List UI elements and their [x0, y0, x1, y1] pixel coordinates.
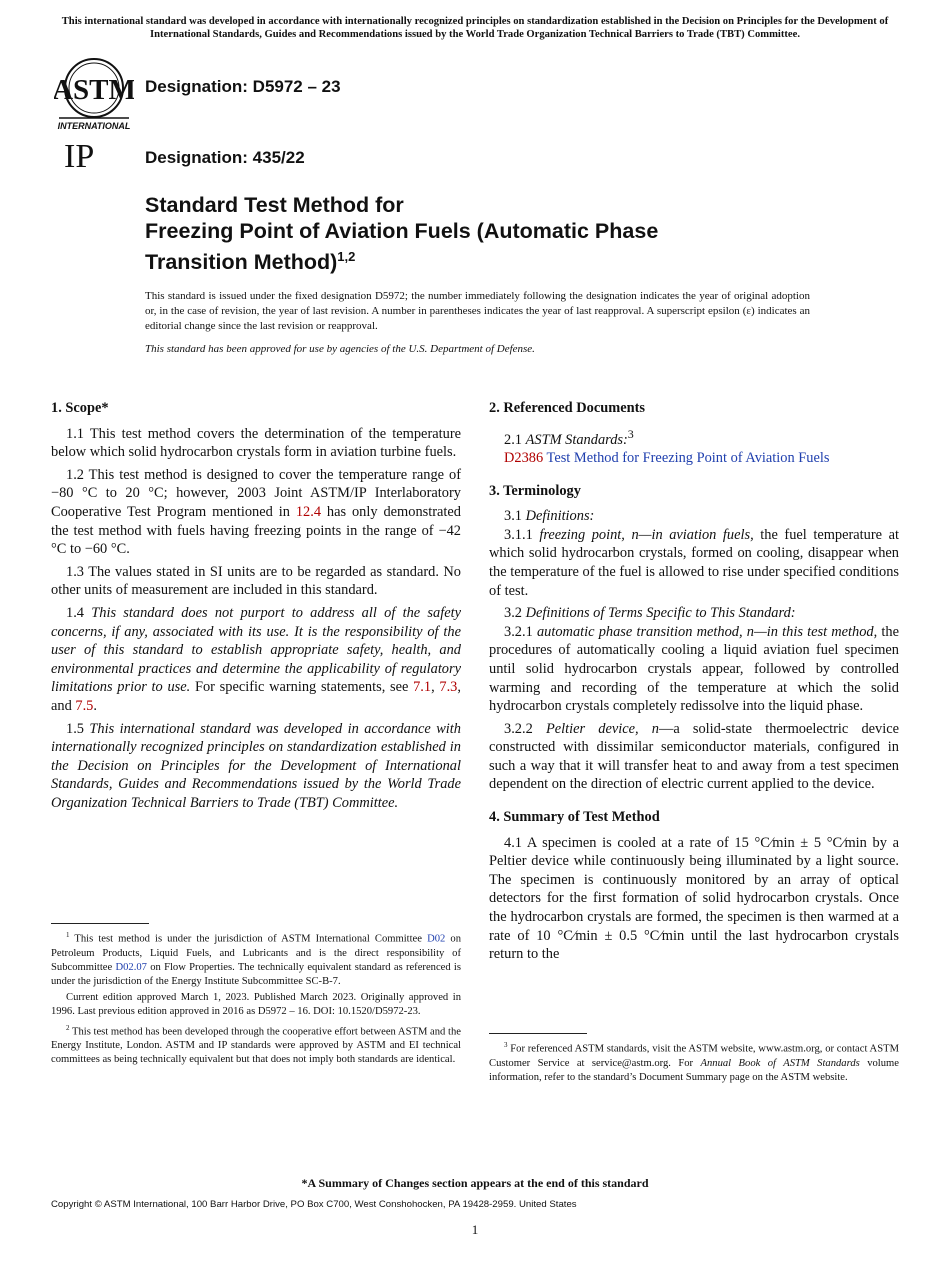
reference-d2386: [489, 449, 899, 468]
dod-note: This standard has been approved for use by agencies of the U.S. Department of Defense.: [145, 343, 535, 355]
summary-of-changes-note: *A Summary of Changes section appears at the end of this standard: [301, 1176, 649, 1190]
link-7-3[interactable]: 7.3: [439, 679, 458, 696]
footnote-divider: [489, 1033, 587, 1034]
designation-astm: Designation: D5972 – 23: [145, 77, 341, 96]
referenced-heading: 2. Referenced Documents: [489, 400, 645, 416]
footnote-1: $^1$ This test method is under the jurisdiction of ASTM International Committee D02 on Petroleum Products, Liquid Fuels, and Lubricants and is the direct responsibility of Subcommittee D02.07 on Flow Properties. The technically equivalent standard as referenced is under the jurisdiction of the Energy Institute Subcommittee SC-B-7.: [51, 931, 462, 987]
right-column: [489, 399, 899, 968]
designation-ip: Designation: 435/22: [145, 148, 305, 167]
link-d02[interactable]: D02: [427, 933, 446, 945]
referenced-2-1: 2.1 ASTM Standards:$^3$: [504, 426, 634, 448]
astm-logo-subtext: INTERNATIONAL: [57, 121, 131, 131]
link-7-5[interactable]: 7.5: [75, 697, 94, 714]
footnote-current-edition: Current edition approved March 1, 2023. Published March 2023. Originally approved in 1996. Last previous edition approved in 2016 as D5972 – 16. DOI: 10.1520/D5972-23.: [51, 991, 461, 1017]
terminology-3-2-2: 3.2.2 Peltier device, n—a solid-state thermoelectric device constructed with dissimilar semiconductor materials, configured in such a way that it will transfer heat to and away from a test specimen dependent on the direction of electric current applied to the device.: [489, 720, 899, 793]
issued-note: This standard is issued under the fixed designation D5972; the number immediately following the designation indicates the year of original adoption or, in the case of revision, the year of last revision. A number in parentheses indicates the year of last reapproval. A superscript epsilon (ε) indicates an editorial change since the last revision or reapproval.: [145, 290, 810, 332]
title-line-1: Standard Test Method for: [145, 193, 404, 217]
terminology-heading: 3. Terminology: [489, 482, 581, 499]
link-d2386[interactable]: D2386: [504, 449, 544, 466]
scope-1-2: 1.2 This test method is designed to cover the temperature range of −80 °C to 20 °C; however, 2003 Joint ASTM/IP Interlaboratory Cooperative Test Program mentioned in 12.4 has only demonstrated the test method with fuels having freezing points in the range of −42 °C to −60 °C.: [51, 466, 461, 558]
terminology-3-2: 3.2 Definitions of Terms Specific to This Standard:: [504, 605, 796, 622]
terminology-3-1: 3.1 Definitions:: [504, 508, 595, 525]
footnotes-right: [489, 1033, 899, 1087]
footnotes-left: [51, 923, 461, 1069]
ip-logo: [62, 137, 108, 173]
footnote-2: $^2$ This test method has been developed through the cooperative effort between ASTM and the Energy Institute, London. ASTM and IP standards were approved by ASTM and EI technical committees as being technically equivalent but that does not imply both standards are identical.: [51, 1023, 461, 1066]
scope-heading: 1. Scope*: [51, 400, 109, 416]
link-d2386-title[interactable]: Test Method for Freezing Point of Aviation Fuels: [546, 449, 830, 466]
title-line-3: Transition Method)$^{1,2}$: [145, 249, 356, 275]
link-12-4[interactable]: 12.4: [295, 503, 322, 520]
title-line-2: Freezing Point of Aviation Fuels (Automatic Phase: [145, 219, 659, 243]
scope-1-3: 1.3 The values stated in SI units are to be regarded as standard. No other units of measurement are included in this standard.: [51, 563, 461, 599]
link-7-1[interactable]: 7.1: [413, 679, 432, 696]
terminology-3-1-1: 3.1.1 freezing point, n—in aviation fuels, the fuel temperature at which solid hydrocarbon crystals, formed on cooling, disappear when the temperature of the fuel is allowed to rise under specified conditions of test.: [489, 526, 899, 599]
page-number: 1: [471, 1222, 479, 1237]
summary-method-heading: 4. Summary of Test Method: [489, 809, 660, 826]
summary-method-4-1: 4.1 A specimen is cooled at a rate of 15 °C⁄min ± 5 °C⁄min by a Peltier device while continuously being illuminated by a light source. The specimen is continuously monitored by an array of optical detectors for the first formation of solid hydrocarbon crystals. Once the hydrocarbon crystals are formed, the specimen is then warmed at a rate of 10 °C⁄min ± 0.5 °C⁄min until the last hydrocarbon crystals return to the: [489, 834, 899, 963]
copyright: Copyright © ASTM International, 100 Barr Harbor Drive, PO Box C700, West Conshohocken, PA 19428-2959. United States: [51, 1199, 577, 1210]
astm-logo: [54, 56, 134, 134]
astm-logo-text: ASTM: [54, 74, 134, 106]
page-title: [145, 192, 658, 275]
scope-1-5: 1.5 This international standard was developed in accordance with internationally recognized principles on standardization established in the Decision on Principles for the Development of International Standards, Guides and Recommendations issued by the World Trade Organization Technical Barriers to Trade (TBT) Committee.: [51, 720, 461, 811]
scope-1-1: 1.1 This test method covers the determination of the temperature below which solid hydrocarbon crystals form in aviation turbine fuels.: [51, 425, 461, 461]
left-column: [51, 399, 461, 816]
title-footnote-ref: 1,2: [337, 249, 356, 264]
terminology-3-2-1: 3.2.1 automatic phase transition method, n—in this test method, the procedures of automatically cooling a liquid aviation fuel specimen until solid hydrocarbon crystals appear, followed by controlled warming and recording of the temperature at which the solid hydrocarbon crystals completely redissolve into the liquid phase.: [489, 623, 899, 715]
scope-1-4: 1.4 This standard does not purport to address all of the safety concerns, if any, associated with its use. It is the responsibility of the user of this standard to establish appropriate safety, health, and environmental practices and determine the applicability of regulatory limitations prior to use. For specific warning statements, see 7.1, 7.3, and 7.5.: [51, 604, 461, 714]
link-d02-07[interactable]: D02.07: [115, 961, 147, 973]
ip-logo-text: IP: [64, 138, 95, 173]
footnote-3: $^3$ For referenced ASTM standards, visit the ASTM website, www.astm.org, or contact ASTM Customer Service at service@astm.org. For Annual Book of ASTM Standards volume information, refer to the standard’s Document Summary page on the ASTM website.: [489, 1041, 899, 1083]
footnote-divider: [51, 923, 149, 924]
header-notice: This international standard was developed in accordance with internationally recognized principles on standardization established in the Decision on Principles for the Development of International Standards, Guides and Recommendations issued by the World Trade Organization Technical Barriers to Trade (TBT) Committee.: [61, 16, 889, 40]
